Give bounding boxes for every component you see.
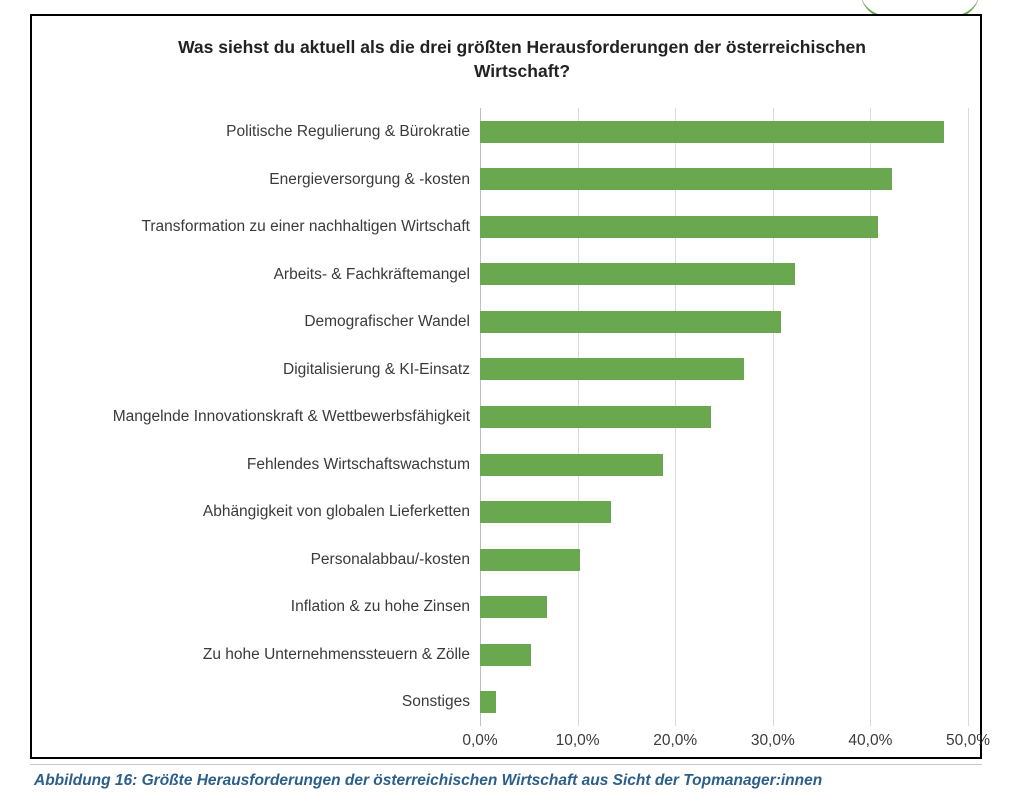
bar-category-label: Mangelnde Innovationskraft & Wettbewerbsfähigkeit — [112, 408, 470, 426]
bar-row — [283, 346, 744, 394]
bar-category-label: Zu hohe Unternehmenssteuern & Zölle — [202, 645, 470, 663]
bar — [480, 549, 580, 571]
x-axis-tick: 20,0% — [653, 732, 698, 749]
bar-category-label: Inflation & zu hohe Zinsen — [290, 598, 470, 616]
bar — [480, 358, 744, 380]
gridline — [968, 108, 969, 726]
plot-area — [112, 108, 968, 726]
bar-category-label: Demografischer Wandel — [304, 313, 470, 331]
chart-frame — [30, 14, 990, 759]
bar-category-label: Abhängigkeit von globalen Lieferketten — [202, 503, 470, 521]
bar — [480, 691, 496, 713]
bar — [480, 644, 531, 666]
bar-category-label: Sonstiges — [401, 693, 470, 711]
bar-category-label: Politische Regulierung & Bürokratie — [226, 123, 470, 141]
bar — [480, 501, 611, 523]
bar — [480, 596, 547, 618]
bar-row — [310, 536, 580, 584]
x-axis-tick: 10,0% — [555, 732, 600, 749]
bar — [480, 263, 795, 285]
bar-row — [202, 631, 531, 679]
bar-row — [202, 488, 611, 536]
bar-category-label: Transformation zu einer nachhaltigen Wirtschaft — [141, 218, 470, 236]
x-axis-tick: 0,0% — [462, 732, 498, 749]
chart-title: Was siehst du aktuell als die drei größten Herausforderungen der österreichischen Wirtschaft? — [178, 37, 866, 81]
bar-series — [112, 108, 968, 726]
x-axis-tick-labels — [462, 732, 990, 756]
bar-row — [246, 441, 663, 489]
bar-row — [269, 156, 892, 204]
bar-category-label: Digitalisierung & KI-Einsatz — [283, 360, 470, 378]
bar-category-label: Energieversorgung & -kosten — [269, 170, 470, 188]
bar-row — [273, 251, 795, 299]
bar-row — [226, 108, 944, 156]
bar-row — [112, 393, 711, 441]
bar — [480, 311, 781, 333]
bar-category-label: Personalabbau/-kosten — [310, 550, 470, 568]
bar-category-label: Fehlendes Wirtschaftswachstum — [246, 455, 470, 473]
bar-row — [304, 298, 781, 346]
bar-row — [290, 583, 547, 631]
figure-caption: Abbildung 16: Größte Herausforderungen der österreichischen Wirtschaft aus Sicht der Topmanager:innen — [34, 772, 823, 789]
x-axis-tick: 50,0% — [946, 732, 990, 749]
bar — [480, 216, 878, 238]
bar-row — [401, 678, 496, 726]
x-axis-tick: 30,0% — [750, 732, 795, 749]
bar — [480, 406, 711, 428]
bar-category-label: Arbeits- & Fachkräftemangel — [273, 265, 470, 283]
bar — [480, 454, 663, 476]
bar — [480, 121, 944, 143]
bar — [480, 168, 892, 190]
x-axis-tick: 40,0% — [848, 732, 893, 749]
bar-row — [141, 203, 878, 251]
caption-divider — [30, 764, 982, 765]
